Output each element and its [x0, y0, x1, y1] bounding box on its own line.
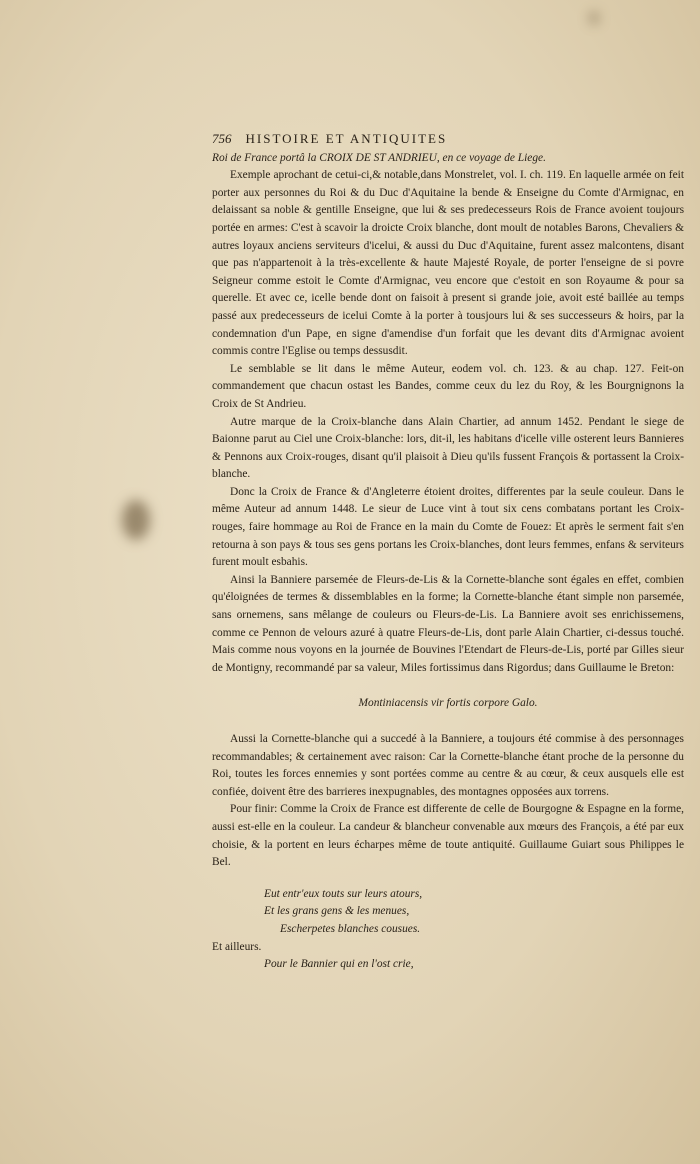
paragraph: Le semblable se lit dans le même Auteur, eodem vol. ch. 123. & au chap. 127. Feit-on commandement que chacun ostast les Bandes, comme ceux du lez du Roy, & les Bourgnignons la Croix de St Andrieu.	[212, 362, 684, 410]
ink-stain	[590, 12, 598, 24]
verse-line: Eut entr'eux touts sur leurs atours,	[264, 887, 423, 900]
running-title: HISTOIRE ET ANTIQUITES	[245, 131, 448, 146]
verse-line: Escherpetes blanches cousues.	[280, 922, 421, 935]
latin-quote: Montiniacensis vir fortis corpore Galo.	[358, 697, 538, 710]
ink-stain	[122, 500, 150, 540]
verse-quote	[212, 886, 684, 974]
verse-line: Pour le Bannier qui en l'ost crie,	[264, 958, 414, 971]
page-number: 756	[212, 131, 232, 146]
page-header	[212, 130, 684, 148]
continued-line: Roi de France portâ la CROIX DE ST ANDRIEU, en ce voyage de Liege.	[212, 151, 546, 164]
verse-line: Et les grans gens & les menues,	[264, 905, 410, 918]
paragraph: Pour finir: Comme la Croix de France est differente de celle de Bourgogne & Espagne en la forme, aussi est-elle en la couleur. La candeur & blancheur convenable aux mœurs des François, a été par eux choisie, & la portent en leurs écharpes même de toute antiquité. Guillaume Guiart sous Philippes le Bel.	[212, 803, 684, 869]
paragraph: Autre marque de la Croix-blanche dans Alain Chartier, ad annum 1452. Pendant le siege de Baionne parut au Ciel une Croix-blanche: lors, dit-il, les habitans d'icelle ville osterent leurs Bannieres & Pennons aux Croix-rouges, disant qu'il plaisoit à Dieu qu'ils fussent François & portassent la Croix-blanche.	[212, 415, 684, 481]
paragraph: Ainsi la Banniere parsemée de Fleurs-de-Lis & la Cornette-blanche sont égales en effet, combien qu'éloignées de termes & dissemblables en la forme; la Cornette-blanche étant simple non parsemée, sans ornemens, sans mêlange de couleurs ou Fleurs-de-Lis. La Banniere avoit ses enrichissemens, comme ce Pennon de velours azuré à quatre Fleurs-de-Lis, dont parle Alain Chartier, ci-dessus touché. Mais comme nous voyons en la journée de Bouvines l'Etendart de Fleurs-de-Lis, porté par Gilles sieur de Montigny, recommandé par sa valeur, Miles fortissimus dans Rigordus; dans Guillaume le Breton:	[212, 573, 684, 674]
paragraph: Exemple aprochant de cetui-ci,& notable,dans Monstrelet, vol. I. ch. 119. En laquelle armée on feit porter aux personnes du Roi & du Duc d'Aquitaine la bende & Enseigne du Comte d'Armignac, en delaissant sa noble & gentille Enseigne, que lui & ses predecesseurs Rois de France avoient toujours portée en armes: C'est à scavoir la droicte Croix blanche, dont moult de notables Barons, Chevaliers & autres loyaux anciens serviteurs d'icelui, & aussi du Duc d'Aquitaine, furent assez malcontens, disant que pas n'appartenoit à la très-excellente & haute Majesté Royale, de porter l'enseigne de si povre Seigneur comme estoit le Comte d'Armignac, veu encore que c'estoit en son Royaume & pour sa querelle. Et avec ce, icelle bende dont on faisoit à present si grande joie, avoit esté baillée au temps passé aux predecesseurs de icelui Comte à la porter à tousjours lui & ses successeurs & hoirs, par la condemnation d'un Pape, en signe d'amendise d'un forfait que les devant dits d'Armignac avoient commis contre l'Eglise ou temps dessusdit.	[212, 169, 684, 358]
paragraph: Donc la Croix de France & d'Angleterre étoient droites, differentes par la seule couleur. Dans le même Auteur ad annum 1448. Le sieur de Luce vint à tout six cens combatans portant les Croix-rouges, faire hommage au Roi de France en la main du Comte de Fouez: Et après le serment fait s'en retourna à son pays & tous ses gens portans les Croix-blanches, dont leurs femmes, enfans & serviteurs furent moult esbahis.	[212, 485, 684, 569]
et-ailleurs: Et ailleurs.	[212, 940, 262, 953]
page-text	[212, 130, 684, 974]
paragraph: Aussi la Cornette-blanche qui a succedé à la Banniere, a toujours été commise à des personnages recommandables; & certainement avec raison: Car la Cornette-blanche étant proche de la personne du Roi, toutes les forces ennemies y sont portées comme au centre & au cœur, & ceux ausquels elle est confiée, doivent être des barrieres inexpugnables, des montagnes opposées aux torrens.	[212, 733, 684, 798]
